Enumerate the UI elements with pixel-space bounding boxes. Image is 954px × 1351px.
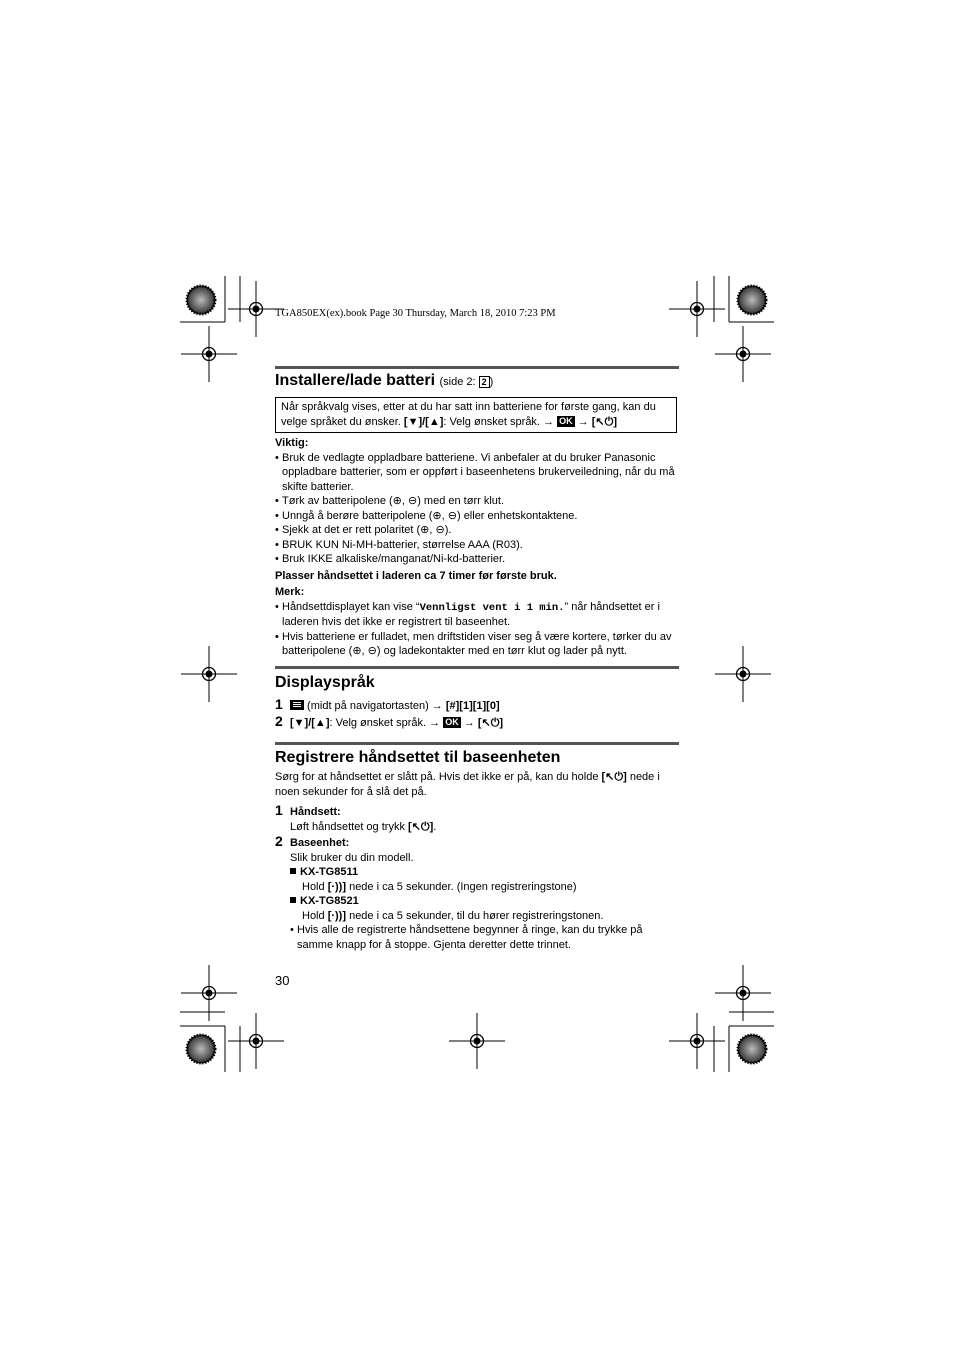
step-number: 2: [275, 833, 283, 849]
page-ref: [440, 376, 494, 388]
page-ref-box: 2: [479, 376, 490, 388]
section-rule: [275, 366, 679, 369]
page-number: 30: [275, 973, 290, 988]
display-message: Vennligst vent i 1 min.: [419, 601, 565, 614]
registration-mark: [738, 286, 766, 314]
menu-icon: [290, 700, 304, 710]
page-ref-suffix: ): [489, 376, 494, 388]
registration-mark: [715, 646, 771, 702]
section-title-displaysprak: Displayspråk: [275, 674, 375, 691]
list-item: • Bruk de vedlagte oppladbare batteriene. Vi anbefaler at du bruker Panasonic oppladbare batterier, som er oppført i baseenhetens brukerveiledning, når du må skifte batterier.: [275, 451, 684, 495]
ok-key-icon: OK: [445, 716, 459, 727]
arrow-text: →: [460, 716, 478, 729]
important-label: Viktig:: [275, 437, 309, 449]
step-label: Håndsett:: [290, 806, 341, 818]
step-number: 1: [275, 802, 283, 818]
arrow-text: →: [574, 416, 592, 428]
model-name: KX-TG8521: [300, 895, 359, 907]
important-block: [275, 436, 685, 659]
step-2: [275, 714, 685, 731]
display-steps: [275, 697, 685, 730]
note-line: [281, 415, 671, 430]
registration-mark: [181, 646, 237, 702]
intro-part: Sørg for at håndsettet er slått på. Hvis det ikke er på, kan du holde: [275, 771, 602, 783]
note-text: velge språket du ønsker.: [281, 416, 404, 428]
registration-mark: [669, 1013, 725, 1069]
off-key-icon: [↖⏻]: [477, 716, 504, 729]
registration-mark: [715, 326, 771, 382]
model-text: Hold: [302, 909, 328, 922]
registration-mark: [228, 1013, 284, 1069]
registration-mark: [187, 286, 215, 314]
model-text: nede i ca 5 sekunder, til du hører registreringstonen.: [346, 909, 604, 922]
section-rule: [275, 666, 679, 669]
note-text: Håndsettdisplayet kan vise “: [282, 600, 420, 613]
model-name: KX-TG8511: [300, 866, 359, 878]
note-label: Merk:: [275, 586, 305, 598]
list-item: • Hvis batteriene er fulladet, men driftstiden viser seg å være kortere, tørker du av batteripolene (⊕, ⊖) og ladekontakter med en tørr klut og lader på nytt.: [275, 630, 684, 659]
off-key-icon: [↖⏻]: [591, 416, 617, 428]
list-item: • Bruk IKKE alkaliske/manganat/Ni-kd-batterier.: [275, 552, 685, 567]
step-2-text: Slik bruker du din modell.: [290, 851, 414, 864]
registration-mark: [181, 326, 237, 382]
registration-mark: [669, 281, 725, 337]
step-1: [275, 803, 680, 820]
section-title-text: Installere/lade batteri: [275, 372, 436, 389]
model-text: nede i ca 5 sekunder. (Ingen registreringstone): [346, 880, 577, 893]
page-ref-prefix: (side 2:: [439, 376, 479, 388]
registration-mark: [187, 1035, 215, 1063]
note-line: Når språkvalg vises, etter at du har satt inn batteriene for første gang, kan du: [281, 401, 656, 413]
list-item: [275, 600, 684, 630]
registration-mark: [181, 965, 237, 1021]
note-text: : Velg ønsket språk. →: [443, 416, 558, 428]
square-bullet-icon: [290, 897, 296, 903]
list-item: • Unngå å berøre batteripolene (⊕, ⊖) eller enhetskontaktene.: [275, 509, 685, 524]
off-key-icon: [↖⏻]: [408, 820, 434, 833]
step-text: Løft håndsettet og trykk: [290, 820, 409, 833]
model-instruction: [275, 909, 680, 924]
locator-key-icon: [·))]: [327, 909, 347, 922]
nav-keys: [▼]/[▲]: [290, 716, 330, 729]
list-item: • BRUK KUN Ni-MH-batterier, størrelse AAA (R03).: [275, 538, 685, 553]
intro-text: [275, 770, 680, 799]
off-key-icon: [↖⏻]: [601, 771, 627, 783]
section-rule: [275, 742, 679, 745]
step-label: Baseenhet:: [290, 837, 350, 849]
section-title-registrere: Registrere håndsettet til baseenheten: [275, 749, 561, 766]
key-sequence: [#][1][1][0]: [445, 700, 500, 712]
list-item: • Hvis alle de registrerte håndsettene begynner å ringe, kan du trykke på samme knapp for å stoppe. Gjenta deretter dette trinnet.: [290, 923, 672, 952]
locator-key-icon: [·))]: [327, 880, 347, 893]
list-item: • Sjekk at det er rett polaritet (⊕, ⊖).: [275, 523, 685, 538]
language-note-box: [275, 397, 677, 433]
model-heading: [275, 865, 680, 880]
nav-keys: [▼]/[▲]: [403, 416, 444, 428]
step-text: .: [433, 820, 437, 833]
note-text: ” når håndsettet er i laderen hvis det ikke er registrert til baseenhet.: [282, 600, 660, 628]
registration-mark: [715, 965, 771, 1021]
section-title-installere: [275, 372, 493, 390]
charge-note: Plasser håndsettet i laderen ca 7 timer før første bruk.: [275, 569, 557, 582]
intro-part: nede i noen sekunder for å slå det på.: [275, 771, 660, 798]
ok-key-icon: OK: [559, 416, 573, 426]
register-block: [275, 770, 680, 952]
list-item: • Tørk av batteripolene (⊕, ⊖) med en tørr klut.: [275, 494, 685, 509]
step-number: 2: [275, 712, 283, 729]
step-text: (midt på navigatortasten) →: [304, 700, 446, 712]
model-text: Hold: [302, 880, 328, 893]
model-instruction: [275, 880, 680, 895]
registration-mark: [738, 1035, 766, 1063]
step-number: 1: [275, 696, 283, 712]
print-header: TGA850EX(ex).book Page 30 Thursday, March 18, 2010 7:23 PM: [275, 308, 556, 319]
registration-mark: [449, 1013, 505, 1069]
step-text: : Velg ønsket språk. →: [329, 716, 444, 729]
step-2: [275, 834, 680, 851]
model-heading: [275, 894, 680, 909]
step-1-text: [275, 820, 680, 835]
square-bullet-icon: [290, 868, 296, 874]
step-1: [275, 697, 685, 714]
